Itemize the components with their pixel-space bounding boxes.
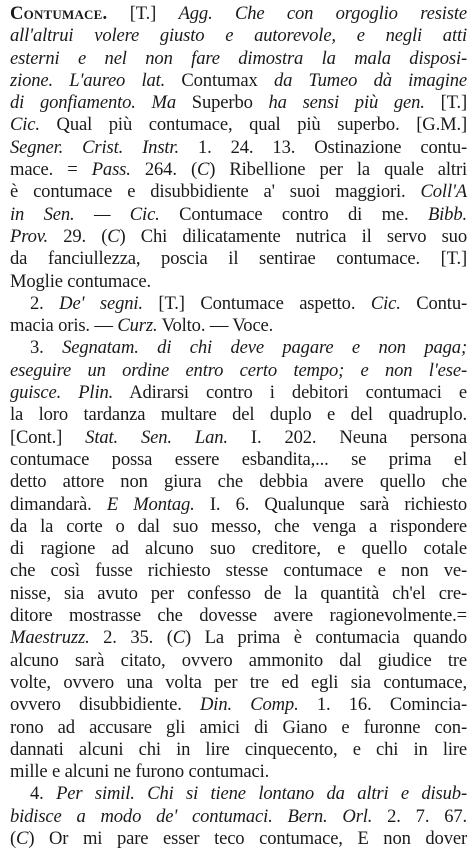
- text-line: 3. Segnatam. di chi deve pagare e non paga;: [30, 337, 467, 359]
- text-line: macia oris. — Curz. Volto. — Voce.: [10, 315, 274, 337]
- text-line: ditore mostrasse che dovesse avere ragionevolmente.=: [10, 605, 467, 627]
- text-line: ovvero disubbidiente. Din. Comp. 1. 16. Comincia-: [10, 694, 467, 716]
- text-line: bidisce a modo de' contumaci. Bern. Orl. 2. 7. 67.: [10, 805, 467, 827]
- text-line: esterni e nel non fare dimostra la mala disposi-: [10, 47, 467, 69]
- text-line: Contumace. [T.] Agg. Che con orgoglio resiste: [10, 3, 467, 24]
- text-line: contumace possa essere esbandita,... se prima el: [10, 448, 467, 470]
- text-line: zione. L'aureo lat. Contumax da Tumeo dà imagine: [10, 69, 467, 91]
- text-line: da la corte o dal suo messo, che venga a rispondere: [10, 515, 467, 537]
- text-line: all'altrui volere giusto e autorevole, e negli atti: [10, 25, 467, 47]
- text-line: Cic. Qual più contumace, qual più superbo. [G.M.]: [10, 114, 467, 136]
- text-line: dannati alcuni chi in lire cinquecento, e chi in lire: [10, 738, 467, 760]
- text-line: è contumace e disubbidiente a' suoi maggiori. Coll'A: [10, 181, 467, 203]
- text-line: 4. Per simil. Chi si tiene lontano da altri e disub-: [30, 783, 467, 805]
- dictionary-entry-contumace: [10, 3, 467, 850]
- text-line: in Sen. — Cic. Contumace contro di me. Bibb.: [10, 203, 467, 225]
- text-line: volte, ovvero una volta per tre ed egli sia contumace,: [10, 671, 467, 693]
- text-line: Segner. Crist. Instr. 1. 24. 13. Ostinazione contu-: [10, 136, 468, 158]
- text-line: 2. De' segni. [T.] Contumace aspetto. Cic. Contu-: [30, 292, 468, 314]
- text-line: alcuno sarà citato, ovvero ammonito dal giudice tre: [10, 649, 467, 671]
- text-line: mille e alcuni ne furono contumaci.: [10, 761, 270, 783]
- text-line: eseguire un ordine entro certo tempo; e non l'ese-: [10, 359, 467, 381]
- text-line: nisse, sia avuto per confesso de la quantità ch'el cre-: [10, 582, 467, 604]
- text-line: Prov. 29. (C) Chi dilicatamente nutrica il servo suo: [10, 225, 467, 247]
- text-line: Moglie contumace.: [10, 270, 151, 292]
- text-line: (C) Or mi pare esser teco contumace, E non dover: [10, 827, 467, 849]
- text-line: Maestruzz. 2. 35. (C) La prima è contumacia quando: [10, 627, 467, 649]
- text-line: mace. = Pass. 264. (C) Ribellione per la quale altri: [10, 159, 467, 181]
- text-line: da fanciullezza, poscia il sentirae contumace. [T.]: [10, 248, 467, 270]
- text-line: di ragione ad alcuno suo creditore, e quello cotale: [10, 538, 467, 560]
- text-line: guisce. Plin. Adirarsi contro i debitori contumaci e: [10, 382, 467, 404]
- text-line: dimandarà. E Montag. I. 6. Qualunque sarà richiesto: [10, 493, 468, 515]
- text-line: la loro tardanza multare del duplo e del quadruplo.: [10, 404, 467, 426]
- text-line: [Cont.] Stat. Sen. Lan. I. 202. Neuna persona: [10, 426, 467, 448]
- text-line: che così fusse richiesto stesse contumace e non ve-: [10, 560, 467, 582]
- text-line: detto attore non giura che debbia avere quello che: [10, 471, 467, 493]
- text-line: di gonfiamento. Ma Superbo ha sensi più gen. [T.]: [10, 92, 467, 114]
- text-line: rono ad accusare gli amici di Giano e furonne con-: [10, 716, 467, 738]
